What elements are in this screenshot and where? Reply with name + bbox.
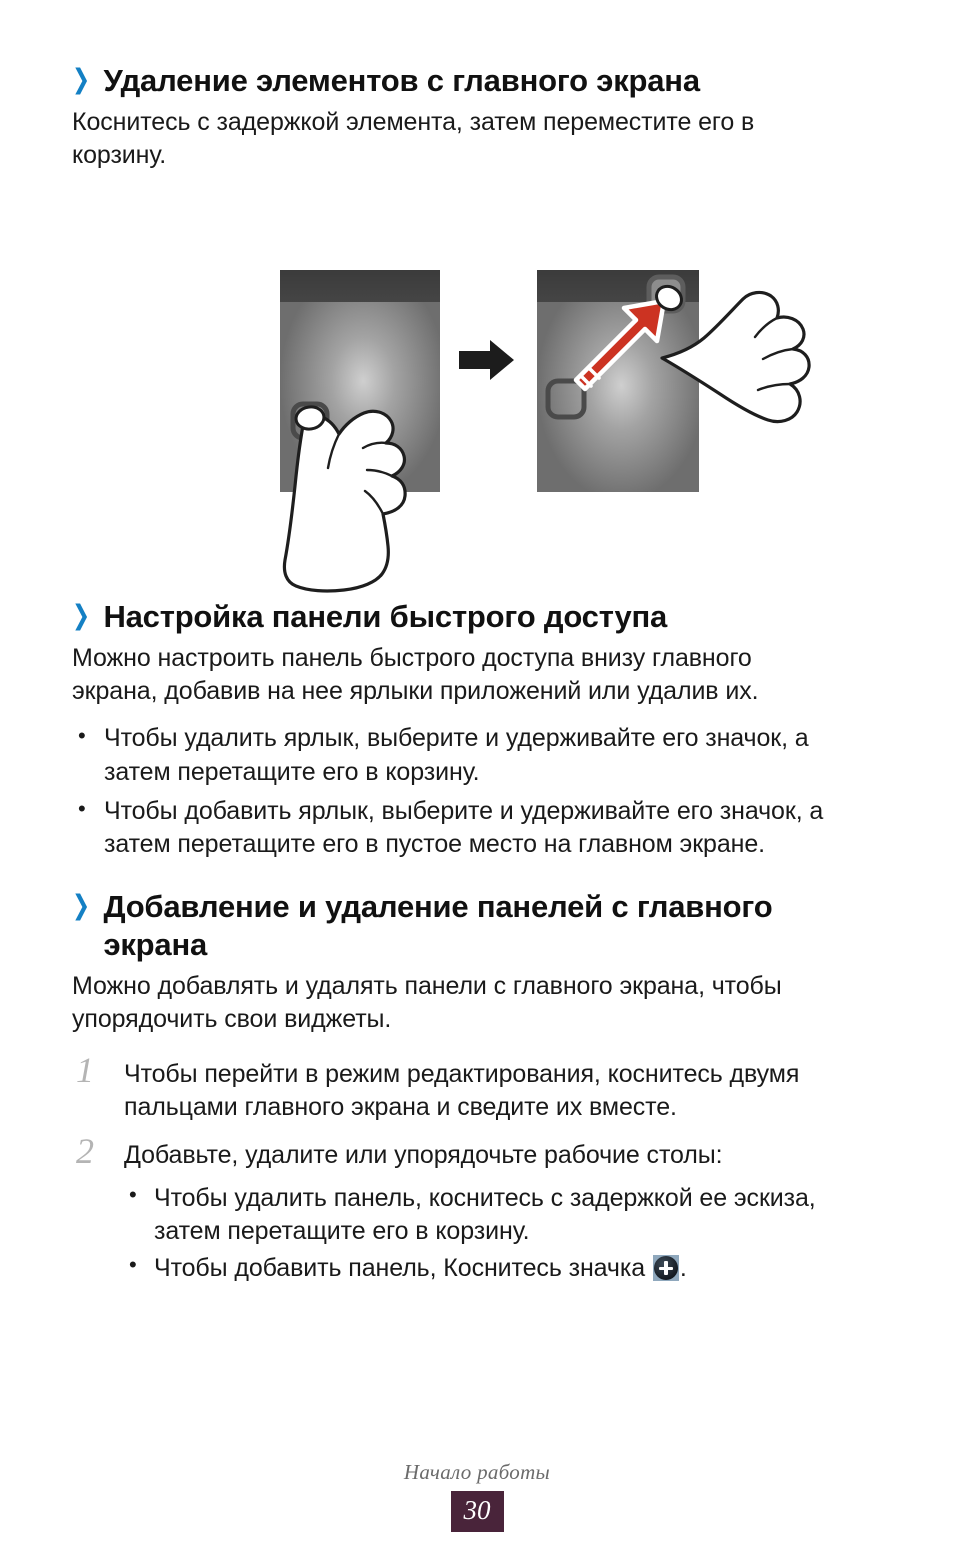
list-item: • Чтобы удалить ярлык, выберите и удерживайте его значок, а затем перетащите его в корзину.	[72, 722, 882, 789]
left-hand-illustration	[284, 405, 405, 591]
sub-bullet-text: Чтобы добавить панель, Коснитесь значка	[154, 1254, 652, 1283]
sub-bullet-text: Чтобы удалить панель, коснитесь с задержкой ее эскиза, затем перетащите его в корзину.	[154, 1183, 816, 1246]
list-item	[72, 1130, 882, 1286]
list-item	[124, 1182, 869, 1249]
step-text: Добавьте, удалите или упорядочьте рабочие столы:	[124, 1140, 723, 1169]
section-quick-access-panel	[72, 598, 882, 867]
section-2-heading	[72, 598, 882, 636]
chevron-right-icon: ❯	[72, 890, 90, 920]
section-add-remove-panels	[72, 888, 882, 1300]
section-1-paragraph: Коснитесь с задержкой элемента, затем переместите его в корзину.	[72, 107, 755, 170]
step-text: Чтобы перейти в режим редактирования, коснитесь двумя пальцами главного экрана и сведите их вместе.	[124, 1060, 800, 1122]
footer-chapter-title: Начало работы	[403, 1460, 551, 1484]
section-3-paragraph: Можно добавлять и удалять панели с главного экрана, чтобы упорядочить свои виджеты.	[72, 971, 782, 1033]
section-1-heading-text: Удаление элементов с главного экрана	[103, 63, 700, 98]
section-2-paragraph: Можно настроить панель быстрого доступа внизу главного экрана, добавив на нее ярлыки приложений или удалив их.	[72, 643, 759, 706]
step-number: 1	[76, 1050, 94, 1091]
section-3-heading-line2: экрана	[103, 926, 208, 962]
plus-icon-bar-vertical	[664, 1261, 668, 1275]
section-3-heading	[72, 888, 882, 964]
section-2-bullet-list	[72, 722, 882, 861]
page-number-badge: 30	[451, 1491, 504, 1532]
section-3-heading-text	[103, 888, 843, 964]
sub-bullet-text-after: .	[679, 1254, 687, 1283]
transition-arrow-icon	[459, 340, 514, 380]
section-delete-items	[72, 62, 882, 172]
section-3-step-list	[72, 1050, 882, 1286]
delete-item-illustration	[252, 248, 852, 608]
list-item: • Чтобы добавить ярлык, выберите и удерживайте его значок, а затем перетащите его в пустое место на главном экране.	[72, 795, 882, 862]
step-number: 2	[76, 1130, 94, 1171]
step-2-sub-bullet-list	[124, 1182, 882, 1286]
section-3-heading-line1: Добавление и удаление панелей с главного	[103, 889, 773, 924]
chevron-right-icon: ❯	[72, 64, 90, 94]
list-item	[72, 1050, 882, 1125]
chevron-right-icon: ❯	[72, 600, 90, 630]
list-item	[124, 1252, 869, 1285]
section-1-heading	[72, 62, 882, 100]
plus-icon	[653, 1255, 679, 1281]
section-2-heading-text: Настройка панели быстрого доступа	[103, 599, 668, 634]
page-footer	[0, 1460, 954, 1532]
